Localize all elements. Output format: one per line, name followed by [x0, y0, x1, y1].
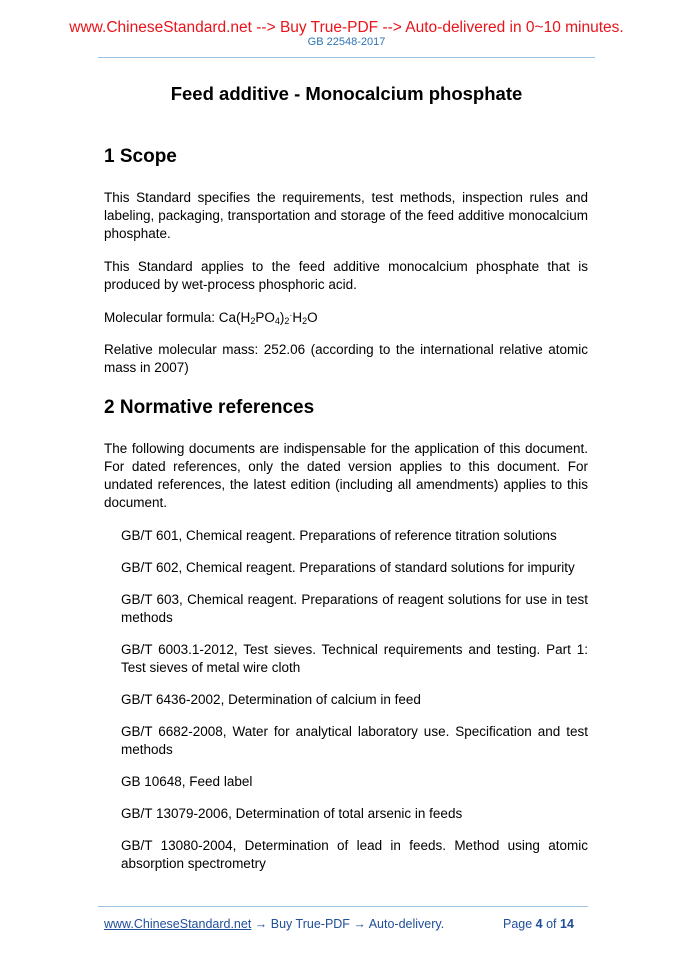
- molecular-formula: [104, 309, 588, 327]
- promo-banner: www.ChineseStandard.net --> Buy True-PDF --> Auto-delivered in 0~10 minutes.: [69, 19, 624, 36]
- reference-item: GB/T 13079-2006, Determination of total arsenic in feeds: [121, 806, 463, 821]
- section-heading-scope: 1 Scope: [104, 146, 177, 167]
- molecular-mass: Relative molecular mass: 252.06 (according to the international relative atomic mass in 2007): [104, 342, 588, 375]
- formula-part: PO: [255, 310, 275, 325]
- reference-item: GB 10648, Feed label: [121, 774, 253, 789]
- formula-dot: ·: [289, 310, 293, 320]
- page-title: Feed additive - Monocalcium phosphate: [170, 83, 523, 104]
- page-indicator: [503, 917, 574, 931]
- formula-subscript: 2: [284, 316, 290, 326]
- of-label: of: [542, 917, 560, 931]
- footer-links: [104, 917, 444, 931]
- reference-item: GB/T 603, Chemical reagent. Preparations of reagent solutions for use in test methods: [121, 592, 588, 625]
- reference-item: GB/T 13080-2004, Determination of lead in feeds. Method using atomic absorption spectrometry: [121, 838, 588, 871]
- footer-divider: [98, 906, 588, 907]
- formula-subscript: 4: [274, 316, 280, 326]
- normative-intro: The following documents are indispensable for the application of this document. For dated references, only the dated version applies to this document. For undated references, the latest edition (including all amendments) applies to this document.: [104, 441, 588, 510]
- formula-subscript: 2: [250, 316, 256, 326]
- formula-part: H: [292, 310, 303, 325]
- formula-part: ): [279, 310, 285, 325]
- document-code: GB 22548-2017: [307, 36, 386, 48]
- current-page-number: 4: [535, 917, 543, 931]
- footer-site-link[interactable]: www.ChineseStandard.net: [104, 917, 252, 931]
- formula-part: Ca(H: [218, 310, 251, 325]
- reference-item: GB/T 6003.1-2012, Test sieves. Technical requirements and testing. Part 1: Test sieves of metal wire cloth: [121, 642, 588, 675]
- total-pages-number: 14: [560, 917, 574, 931]
- reference-item: GB/T 602, Chemical reagent. Preparations of standard solutions for impurity: [121, 560, 575, 575]
- page-label: Page: [503, 917, 536, 931]
- scope-paragraph-1: This Standard specifies the requirements, test methods, inspection rules and labeling, packaging, transportation and storage of the feed additive monocalcium phosphate.: [104, 190, 588, 241]
- scope-paragraph-2: This Standard applies to the feed additive monocalcium phosphate that is produced by wet-process phosphoric acid.: [104, 259, 588, 292]
- reference-item: GB/T 601, Chemical reagent. Preparations of reference titration solutions: [121, 528, 557, 543]
- formula-subscript: 2: [302, 316, 308, 326]
- formula-label: Molecular formula:: [104, 310, 219, 325]
- reference-item: GB/T 6436-2002, Determination of calcium in feed: [121, 692, 421, 707]
- reference-item: GB/T 6682-2008, Water for analytical laboratory use. Specification and test methods: [121, 724, 588, 757]
- formula-part: O: [307, 310, 318, 325]
- footer-purchase-text: → Buy True-PDF → Auto-delivery.: [251, 917, 445, 931]
- section-heading-normative-references: 2 Normative references: [104, 397, 315, 418]
- header-divider: [98, 57, 595, 58]
